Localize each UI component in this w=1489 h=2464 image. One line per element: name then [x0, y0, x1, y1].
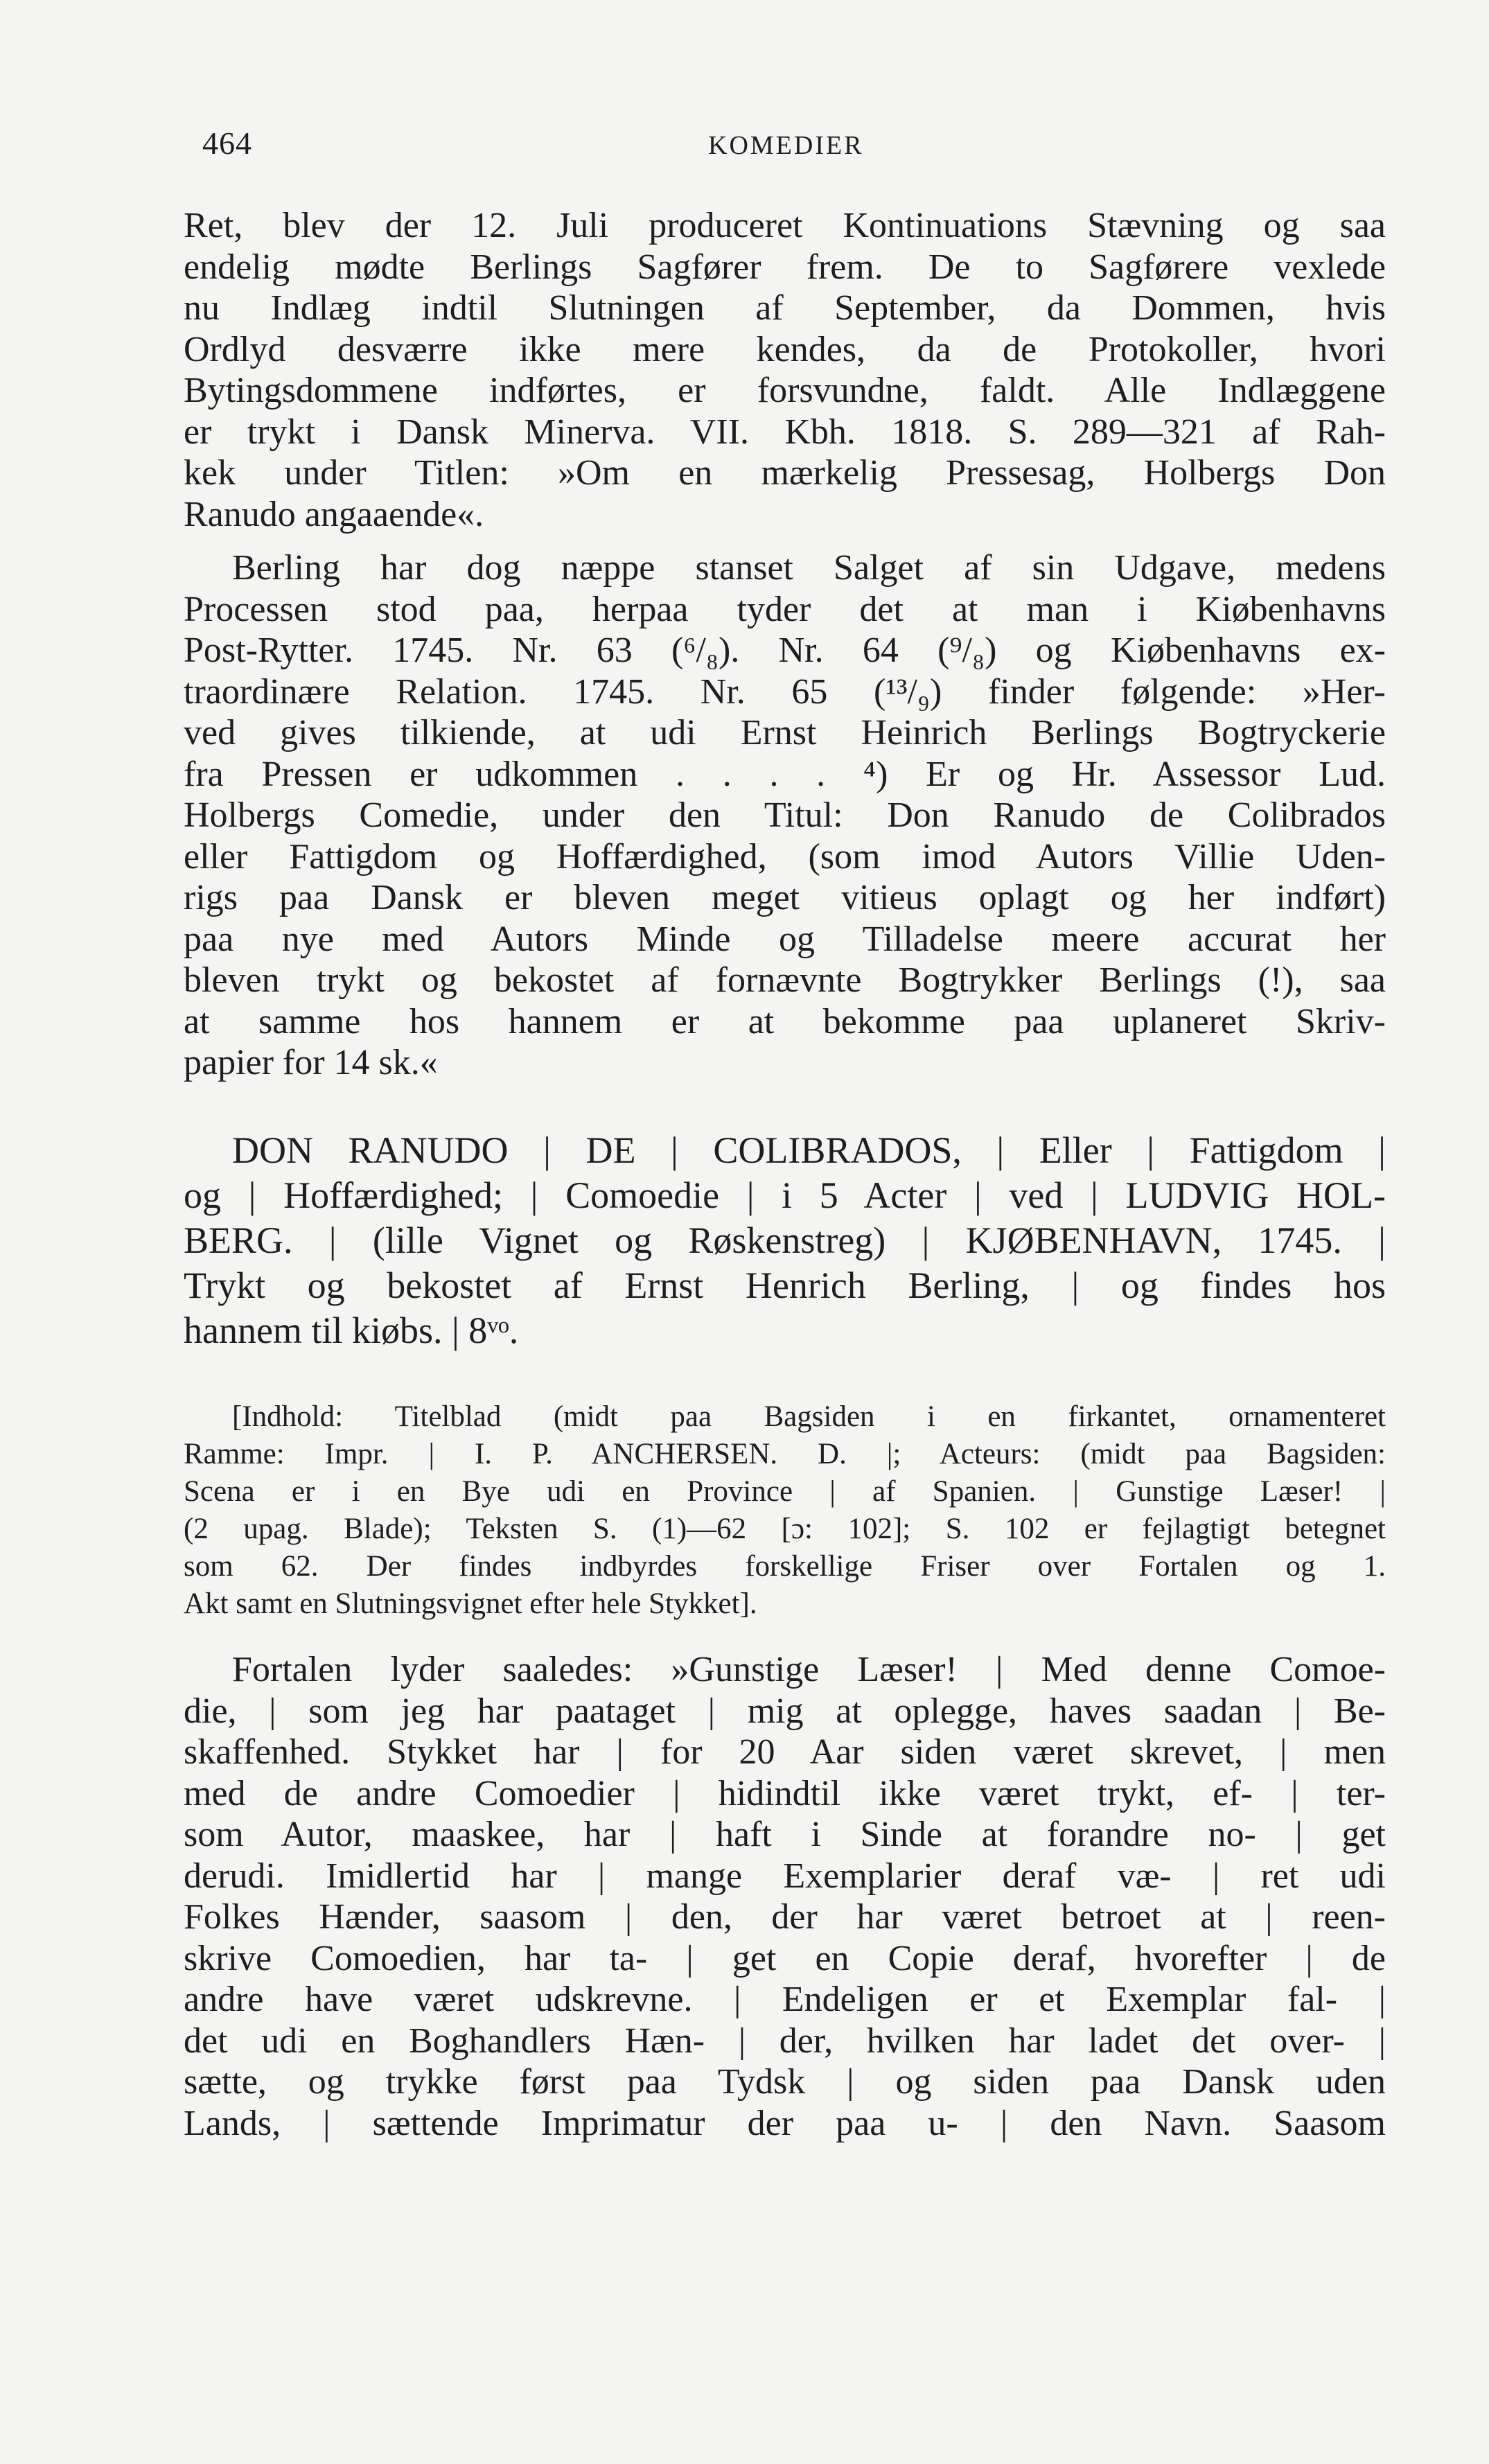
text-line: endelig mødte Berlings Sagfører frem. De to Sagførere vexlede	[184, 247, 1386, 287]
text-line: det udi en Boghandlers Hæn- | der, hvilken har ladet det over- |	[184, 2021, 1386, 2061]
text-line: Bytingsdommene indførtes, er forsvundne, faldt. Alle Indlæggene	[184, 371, 1386, 410]
paragraph-3	[184, 1649, 1386, 2144]
text-line: er trykt i Dansk Minerva. VII. Kbh. 1818. S. 289—321 af Rah-	[184, 412, 1386, 452]
paragraph-1	[184, 205, 1386, 535]
title-transcription	[184, 1128, 1386, 1353]
text-line: som 62. Der findes indbyrdes forskellige Friser over Fortalen og 1.	[184, 1550, 1386, 1583]
contents-note	[184, 1398, 1386, 1623]
page-number: 464	[202, 125, 252, 161]
text-line: Lands, | sættende Imprimatur der paa u- | den Navn. Saasom	[184, 2103, 1386, 2143]
text-line: (2 upag. Blade); Teksten S. (1)—62 [ɔ: 102]; S. 102 er fejlagtigt betegnet	[184, 1513, 1386, 1545]
text-line: og | Hoffærdighed; | Comoedie | i 5 Acter | ved | LUDVIG HOL-	[184, 1174, 1386, 1216]
text-line: Fortalen lyder saaledes: »Gunstige Læser! | Med denne Comoe-	[232, 1650, 1386, 1689]
text-line: Scena er i en Bye udi en Province | af Spanien. | Gunstige Læser! |	[184, 1475, 1386, 1508]
text-line: Post-Rytter. 1745. Nr. 63 (⁶/₈). Nr. 64 (⁹/₈) og Kiøbenhavns ex-	[184, 631, 1386, 670]
text-line: Ramme: Impr. | I. P. ANCHERSEN. D. |; Acteurs: (midt paa Bagsiden:	[184, 1438, 1386, 1470]
text-line: som Autor, maaskee, har | haft i Sinde at forandre no- | get	[184, 1815, 1386, 1854]
text-line: Folkes Hænder, saasom | den, der har været betroet at | reen-	[184, 1897, 1386, 1937]
text-line: sætte, og trykke først paa Tydsk | og siden paa Dansk uden	[184, 2062, 1386, 2102]
text-line: derudi. Imidlertid har | mange Exemplarier deraf væ- | ret udi	[184, 1856, 1386, 1896]
text-line: BERG. | (lille Vignet og Røskenstreg) | KJØBENHAVN, 1745. |	[184, 1220, 1386, 1261]
text-line: eller Fattigdom og Hoffærdighed, (som imod Autors Villie Uden-	[184, 836, 1386, 877]
text-line: hannem til kiøbs. | 8ᵛᵒ.	[184, 1310, 519, 1351]
text-line: DON RANUDO | DE | COLIBRADOS, | Eller | Fattigdom |	[232, 1129, 1386, 1171]
text-line: Ret, blev der 12. Juli produceret Kontinuations Stævning og saa	[184, 206, 1386, 245]
text-line: med de andre Comoedier | hidindtil ikke været trykt, ef- | ter-	[184, 1773, 1386, 1813]
text-line: Berling har dog næppe stanset Salget af sin Udgave, medens	[232, 548, 1386, 588]
text-line: Ordlyd desværre ikke mere kendes, da de Protokoller, hvori	[184, 329, 1386, 369]
text-line: skaffenhed. Stykket har | for 20 Aar siden været skrevet, | men	[184, 1732, 1386, 1772]
text-line: paa nye med Autors Minde og Tilladelse meere accurat her	[184, 919, 1386, 959]
text-line: ved gives tilkiende, at udi Ernst Heinrich Berlings Bogtryckerie	[184, 713, 1386, 753]
page-header	[202, 125, 1380, 173]
text-line: Processen stod paa, herpaa tyder det at man i Kiøbenhavns	[184, 589, 1386, 629]
text-line: andre have været udskrevne. | Endeligen er et Exemplar fal- |	[184, 1980, 1386, 2019]
text-line: Akt samt en Slutningsvignet efter hele Stykket].	[184, 1587, 757, 1620]
paragraph-2	[184, 547, 1386, 1084]
text-line: [Indhold: Titelblad (midt paa Bagsiden i en firkantet, ornamenteret	[232, 1400, 1386, 1433]
text-line: papier for 14 sk.«	[184, 1043, 438, 1082]
text-line: skrive Comoedien, har ta- | get en Copie deraf, hvorefter | de	[184, 1938, 1386, 1978]
text-line: at samme hos hannem er at bekomme paa uplaneret Skriv-	[184, 1001, 1386, 1041]
text-line: kek under Titlen: »Om en mærkelig Pressesag, Holbergs Don	[184, 453, 1386, 493]
text-line: nu Indlæg indtil Slutningen af September, da Dommen, hvis	[184, 288, 1386, 328]
text-line: die, | som jeg har paataget | mig at oplegge, haves saadan | Be-	[184, 1691, 1386, 1731]
text-line: bleven trykt og bekostet af fornævnte Bogtrykker Berlings (!), saa	[184, 960, 1386, 1000]
text-line: rigs paa Dansk er bleven meget vitieus oplagt og her indført)	[184, 878, 1386, 917]
running-title: KOMEDIER	[708, 131, 864, 160]
text-line: Trykt og bekostet af Ernst Henrich Berling, | og findes hos	[184, 1265, 1386, 1306]
text-line: Holbergs Comedie, under den Titul: Don Ranudo de Colibrados	[184, 795, 1386, 835]
text-line: Ranudo angaaende«.	[184, 494, 484, 534]
text-line: fra Pressen er udkommen . . . . ⁴) Er og Hr. Assessor Lud.	[184, 754, 1386, 794]
text-line: traordinære Relation. 1745. Nr. 65 (¹³/₉) finder følgende: »Her-	[184, 671, 1386, 712]
